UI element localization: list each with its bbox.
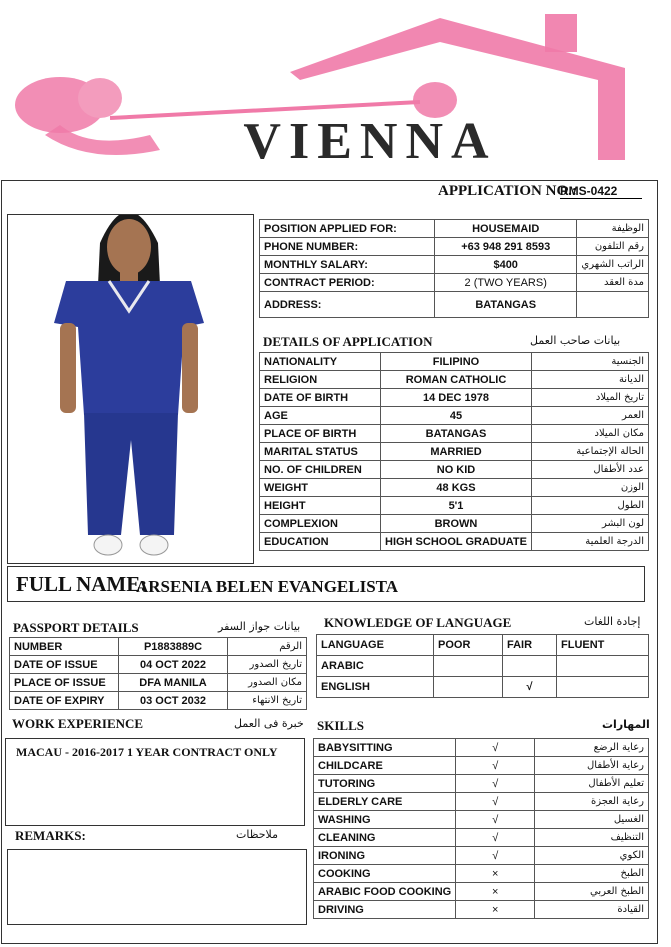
cell-skill: ARABIC FOOD COOKING: [314, 883, 456, 901]
table-row: [260, 292, 649, 318]
cell-label: WEIGHT: [260, 479, 381, 497]
cell-arabic: مدة العقد: [577, 274, 649, 292]
table-row: [260, 371, 649, 389]
table-row: [260, 220, 649, 238]
table-row: [314, 901, 649, 919]
cell-arabic: رعاية العجزة: [535, 793, 649, 811]
cell-skill: CLEANING: [314, 829, 456, 847]
cell-value: 2 (TWO YEARS): [435, 274, 577, 292]
cell-label: RELIGION: [260, 371, 381, 389]
cell-arabic: لون البشر: [532, 515, 649, 533]
cell-language: ARABIC: [317, 656, 434, 677]
remarks-title-arabic: ملاحظات: [236, 828, 278, 841]
cell-label: HEIGHT: [260, 497, 381, 515]
applicant-figure: [8, 215, 253, 563]
cell-arabic: الوظيفة: [577, 220, 649, 238]
table-row: [314, 883, 649, 901]
remarks-box: [7, 849, 307, 925]
table-row: [317, 635, 649, 656]
table-row: [317, 656, 649, 677]
cell-label: NO. OF CHILDREN: [260, 461, 381, 479]
cell-fair: [503, 656, 557, 677]
cell-value: DFA MANILA: [119, 674, 228, 692]
work-title: WORK EXPERIENCE: [12, 716, 144, 731]
cell-value: 04 OCT 2022: [119, 656, 228, 674]
cell-value: BROWN: [381, 515, 532, 533]
cell-arabic: الوزن: [532, 479, 649, 497]
passport-title: PASSPORT DETAILS: [13, 620, 139, 635]
table-row: [260, 479, 649, 497]
cell-label: PLACE OF BIRTH: [260, 425, 381, 443]
cell-arabic: الطبخ: [535, 865, 649, 883]
cell-arabic: الراتب الشهري: [577, 256, 649, 274]
cell-value: BATANGAS: [381, 425, 532, 443]
cell-value: ROMAN CATHOLIC: [381, 371, 532, 389]
column-header: POOR: [434, 635, 503, 656]
table-row: [317, 677, 649, 698]
cell-value: 03 OCT 2032: [119, 692, 228, 710]
table-row: [260, 256, 649, 274]
cell-fair: √: [503, 677, 557, 698]
cell-skill: IRONING: [314, 847, 456, 865]
cell-arabic: عدد الأطفال: [532, 461, 649, 479]
table-row: [314, 775, 649, 793]
table-row: [260, 353, 649, 371]
details-title-arabic: بيانات صاحب العمل: [530, 334, 621, 347]
cell-label: DATE OF ISSUE: [10, 656, 119, 674]
cell-arabic: الغسيل: [535, 811, 649, 829]
cell-poor: [434, 656, 503, 677]
cell-arabic: تاريخ الصدور: [228, 656, 307, 674]
cell-label: MONTHLY SALARY:: [260, 256, 435, 274]
cell-label: PLACE OF ISSUE: [10, 674, 119, 692]
cell-value: HOUSEMAID: [435, 220, 577, 238]
table-row: [260, 407, 649, 425]
application-number: RMS-0422: [560, 184, 642, 199]
table-row: [314, 847, 649, 865]
cell-label: POSITION APPLIED FOR:: [260, 220, 435, 238]
work-experience-entry: MACAU - 2016-2017 1 YEAR CONTRACT ONLY: [16, 745, 278, 759]
cell-value: 48 KGS: [381, 479, 532, 497]
cell-value: P1883889C: [119, 638, 228, 656]
skills-title-arabic: المهارات: [602, 718, 650, 731]
table-row: [260, 461, 649, 479]
position-table: [259, 219, 649, 318]
cell-skill: COOKING: [314, 865, 456, 883]
cell-arabic: الجنسية: [532, 353, 649, 371]
cell-arabic: رعاية الرضع: [535, 739, 649, 757]
cell-fluent: [557, 656, 649, 677]
cell-arabic: الديانة: [532, 371, 649, 389]
language-table: [316, 634, 649, 698]
details-title: DETAILS OF APPLICATION: [263, 334, 433, 349]
cell-label: MARITAL STATUS: [260, 443, 381, 461]
remarks-title: REMARKS:: [15, 828, 86, 843]
cell-label: PHONE NUMBER:: [260, 238, 435, 256]
cell-arabic: رعاية الأطفال: [535, 757, 649, 775]
cell-mark: √: [456, 775, 535, 793]
table-row: [260, 238, 649, 256]
cell-arabic: الرقم: [228, 638, 307, 656]
cell-value: BATANGAS: [435, 292, 577, 318]
cell-value: +63 948 291 8593: [435, 238, 577, 256]
table-row: [314, 811, 649, 829]
cell-value: 45: [381, 407, 532, 425]
cell-arabic: تاريخ الميلاد: [532, 389, 649, 407]
cell-mark: √: [456, 757, 535, 775]
cell-arabic: العمر: [532, 407, 649, 425]
brand-wordmark: VIENNA: [243, 113, 497, 170]
cell-fluent: [557, 677, 649, 698]
cell-label: ADDRESS:: [260, 292, 435, 318]
cell-skill: CHILDCARE: [314, 757, 456, 775]
cell-skill: TUTORING: [314, 775, 456, 793]
table-row: [314, 793, 649, 811]
table-row: [10, 674, 307, 692]
cell-label: CONTRACT PERIOD:: [260, 274, 435, 292]
cell-label: DATE OF BIRTH: [260, 389, 381, 407]
cell-label: DATE OF EXPIRY: [10, 692, 119, 710]
passport-table: [9, 637, 307, 710]
table-row: [260, 274, 649, 292]
full-name-value: ARSENIA BELEN EVANGELISTA: [136, 577, 399, 596]
cell-skill: BABYSITTING: [314, 739, 456, 757]
applicant-photo: [7, 214, 254, 564]
column-header: FAIR: [503, 635, 557, 656]
cell-mark: ×: [456, 883, 535, 901]
table-row: [10, 692, 307, 710]
table-row: [314, 757, 649, 775]
cell-label: AGE: [260, 407, 381, 425]
cell-arabic: الدرجة العلمية: [532, 533, 649, 551]
cell-skill: WASHING: [314, 811, 456, 829]
cell-skill: ELDERLY CARE: [314, 793, 456, 811]
details-table: [259, 352, 649, 551]
work-title-arabic: خبرة فى العمل: [234, 717, 304, 730]
cell-value: HIGH SCHOOL GRADUATE: [381, 533, 532, 551]
cell-arabic: القيادة: [535, 901, 649, 919]
cell-value: MARRIED: [381, 443, 532, 461]
passport-title-arabic: بيانات جواز السفر: [218, 620, 301, 633]
skills-title: SKILLS: [317, 718, 364, 733]
cell-label: COMPLEXION: [260, 515, 381, 533]
cell-arabic: مكان الصدور: [228, 674, 307, 692]
skills-table: [313, 738, 649, 919]
cell-value: 14 DEC 1978: [381, 389, 532, 407]
cell-value: NO KID: [381, 461, 532, 479]
cell-value: FILIPINO: [381, 353, 532, 371]
cell-arabic: الطبخ العربي: [535, 883, 649, 901]
table-row: [260, 389, 649, 407]
cell-mark: √: [456, 739, 535, 757]
table-row: [10, 638, 307, 656]
cell-arabic: الكوي: [535, 847, 649, 865]
table-row: [314, 829, 649, 847]
cell-mark: √: [456, 829, 535, 847]
cell-mark: ×: [456, 865, 535, 883]
full-name-label: FULL NAME:: [16, 572, 148, 596]
cell-mark: √: [456, 793, 535, 811]
cell-label: NUMBER: [10, 638, 119, 656]
table-row: [314, 739, 649, 757]
table-row: [10, 656, 307, 674]
column-header: FLUENT: [557, 635, 649, 656]
cell-value: 5'1: [381, 497, 532, 515]
cell-label: NATIONALITY: [260, 353, 381, 371]
language-title-arabic: إجادة اللغات: [584, 615, 641, 628]
cell-mark: ×: [456, 901, 535, 919]
cell-skill: DRIVING: [314, 901, 456, 919]
cell-arabic: تعليم الأطفال: [535, 775, 649, 793]
cell-arabic: الحالة الإجتماعية: [532, 443, 649, 461]
table-row: [260, 443, 649, 461]
cell-poor: [434, 677, 503, 698]
column-header: LANGUAGE: [317, 635, 434, 656]
application-number-label: APPLICATION NO.:: [438, 183, 577, 199]
cell-arabic: [577, 292, 649, 318]
table-row: [314, 865, 649, 883]
table-row: [260, 533, 649, 551]
table-row: [260, 515, 649, 533]
cell-label: EDUCATION: [260, 533, 381, 551]
cell-arabic: رقم التلفون: [577, 238, 649, 256]
cell-mark: √: [456, 847, 535, 865]
cell-mark: √: [456, 811, 535, 829]
cell-language: ENGLISH: [317, 677, 434, 698]
table-row: [260, 425, 649, 443]
table-row: [260, 497, 649, 515]
cell-arabic: تاريخ الانتهاء: [228, 692, 307, 710]
cell-arabic: التنظيف: [535, 829, 649, 847]
cell-value: $400: [435, 256, 577, 274]
language-title: KNOWLEDGE OF LANGUAGE: [324, 615, 512, 630]
cell-arabic: الطول: [532, 497, 649, 515]
cell-arabic: مكان الميلاد: [532, 425, 649, 443]
